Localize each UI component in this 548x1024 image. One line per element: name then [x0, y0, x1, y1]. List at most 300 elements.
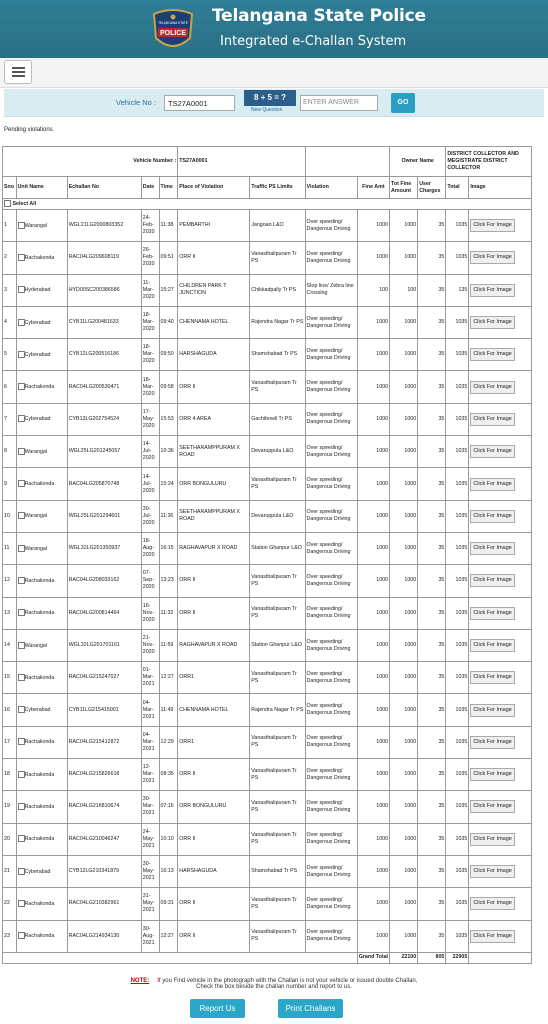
- total-cell: 1035: [446, 920, 469, 952]
- hamburger-icon: [12, 67, 25, 69]
- image-cell: [469, 436, 532, 468]
- echallan-cell: RAC04LG210046247: [67, 823, 141, 855]
- place-cell: HARSHAGUDA: [178, 339, 250, 371]
- date-cell: 18-Mar-2020: [141, 371, 159, 403]
- place-cell: ORR II: [178, 242, 250, 274]
- tot-cell: 100: [390, 274, 418, 306]
- image-cell: [469, 759, 532, 791]
- uc-cell: 35: [418, 726, 446, 758]
- violation-cell: Over speeding/ Dangerous Driving: [305, 500, 357, 532]
- fine-cell: 1000: [357, 791, 389, 823]
- menu-toggle-button[interactable]: [4, 60, 32, 84]
- violation-cell: Over speeding/ Dangerous Driving: [305, 759, 357, 791]
- time-cell: 11:59: [159, 629, 178, 661]
- unit-cell: [16, 791, 67, 823]
- sno-text: 4: [4, 319, 7, 326]
- app-title: Telangana State Police: [212, 6, 426, 26]
- unit-name: Rachakonda: [24, 674, 55, 681]
- click-for-image-button[interactable]: Click For Image: [470, 607, 515, 620]
- uc-cell: 35: [418, 920, 446, 952]
- uc-cell: 35: [418, 371, 446, 403]
- unit-name: Warangal: [24, 448, 48, 455]
- unit-cell: [16, 565, 67, 597]
- click-for-image-button[interactable]: Click For Image: [470, 219, 515, 232]
- sno-text: 13: [4, 609, 10, 616]
- unit-cell: [16, 371, 67, 403]
- sno-text: 3: [4, 286, 7, 293]
- fine-cell: 1000: [357, 468, 389, 500]
- violations-table: [2, 146, 532, 964]
- row-checkbox[interactable]: [18, 642, 25, 649]
- date-cell: 21-Nov-2020: [141, 629, 159, 661]
- unit-cell: [16, 855, 67, 887]
- place-cell: ORR II: [178, 823, 250, 855]
- ps-cell: Chikkadpally Tr PS: [250, 274, 305, 306]
- total-cell: 1035: [446, 726, 469, 758]
- unit-name: Rachakonda: [24, 836, 55, 843]
- table-row: [3, 855, 532, 887]
- echallan-cell: RAC04LG205870748: [67, 468, 141, 500]
- unit-name: Rachakonda: [24, 577, 55, 584]
- column-header: Traffic PS Limits: [250, 177, 305, 199]
- sno-text: 20: [4, 835, 10, 842]
- image-cell: [469, 306, 532, 338]
- print-challans-button[interactable]: Print Challans: [278, 999, 343, 1018]
- time-cell: 11:32: [159, 597, 178, 629]
- unit-cell: [16, 759, 67, 791]
- sno-text: 12: [4, 577, 10, 584]
- time-cell: 13:23: [159, 565, 178, 597]
- column-header: Unit Name: [16, 177, 67, 199]
- echallan-cell: WGL32LG201350937: [67, 532, 141, 564]
- click-for-image-button[interactable]: Click For Image: [470, 930, 515, 943]
- place-cell: ORR BONGULURU: [178, 791, 250, 823]
- pending-violations-label: Pending violations: [4, 127, 53, 133]
- captcha-answer-input[interactable]: ENTER ANSWER: [300, 95, 378, 111]
- fine-cell: 1000: [357, 694, 389, 726]
- tot-cell: 1000: [390, 403, 418, 435]
- select-all-checkbox[interactable]: [4, 200, 11, 207]
- row-checkbox[interactable]: [18, 577, 25, 584]
- sno-cell: [3, 500, 17, 532]
- fine-cell: 1000: [357, 888, 389, 920]
- time-cell: 15:53: [159, 403, 178, 435]
- grand-total-user-charges: 805: [418, 952, 446, 963]
- uc-cell: 35: [418, 662, 446, 694]
- image-cell: [469, 210, 532, 242]
- uc-cell: 35: [418, 274, 446, 306]
- ps-cell: Shamshabad Tr PS: [250, 339, 305, 371]
- date-cell: 04-Mar-2021: [141, 694, 159, 726]
- unit-cell: [16, 242, 67, 274]
- violation-cell: Over speeding/ Dangerous Driving: [305, 694, 357, 726]
- row-checkbox[interactable]: [18, 803, 25, 810]
- row-checkbox[interactable]: [18, 868, 25, 875]
- tot-cell: 1000: [390, 306, 418, 338]
- time-cell: 09:50: [159, 339, 178, 371]
- column-header: Image: [469, 177, 532, 199]
- tot-cell: 1000: [390, 339, 418, 371]
- table-row: [3, 532, 532, 564]
- time-cell: 10:10: [159, 823, 178, 855]
- unit-name: Rachakonda: [24, 254, 55, 261]
- ps-cell: Vanasthalipuram Tr PS: [250, 468, 305, 500]
- ps-cell: Vanasthalipuram Tr PS: [250, 242, 305, 274]
- time-cell: 16:15: [159, 532, 178, 564]
- unit-name: Warangal: [24, 513, 48, 520]
- click-for-image-button[interactable]: Click For Image: [470, 800, 515, 813]
- fine-cell: 1000: [357, 371, 389, 403]
- uc-cell: 35: [418, 791, 446, 823]
- click-for-image-button[interactable]: Click For Image: [470, 833, 515, 846]
- table-row: [3, 629, 532, 661]
- sno-text: 17: [4, 738, 10, 745]
- row-checkbox[interactable]: [18, 545, 25, 552]
- date-cell: 07-Sep-2020: [141, 565, 159, 597]
- sno-cell: [3, 339, 17, 371]
- time-cell: 07:16: [159, 791, 178, 823]
- ps-cell: Vanasthalipuram Tr PS: [250, 371, 305, 403]
- new-question-link[interactable]: New Question: [251, 107, 283, 113]
- date-cell: 11-Mar-2020: [141, 274, 159, 306]
- ps-cell: Rajendra Nagar Tr PS: [250, 694, 305, 726]
- click-for-image-button[interactable]: Click For Image: [470, 284, 515, 297]
- click-for-image-button[interactable]: Click For Image: [470, 897, 515, 910]
- nav-bar: [0, 58, 548, 88]
- table-row: [3, 662, 532, 694]
- column-header: User Charges: [418, 177, 446, 199]
- violation-cell: Over speeding/ Dangerous Driving: [305, 339, 357, 371]
- sno-cell: [3, 629, 17, 661]
- row-checkbox[interactable]: [18, 706, 25, 713]
- click-for-image-button[interactable]: Click For Image: [470, 445, 515, 458]
- click-for-image-button[interactable]: Click For Image: [470, 348, 515, 361]
- uc-cell: 35: [418, 855, 446, 887]
- time-cell: 11:49: [159, 694, 178, 726]
- violation-cell: Over speeding/ Dangerous Driving: [305, 403, 357, 435]
- time-cell: 15:24: [159, 468, 178, 500]
- click-for-image-button[interactable]: Click For Image: [470, 768, 515, 781]
- time-cell: 12:27: [159, 920, 178, 952]
- date-cell: 18-Aug-2020: [141, 532, 159, 564]
- total-cell: 1035: [446, 306, 469, 338]
- click-for-image-button[interactable]: Click For Image: [470, 478, 515, 491]
- fine-cell: 1000: [357, 823, 389, 855]
- echallan-cell: HYD00SC200386586: [67, 274, 141, 306]
- row-checkbox[interactable]: [18, 609, 25, 616]
- unit-name: Rachakonda: [24, 900, 55, 907]
- fine-cell: 1000: [357, 436, 389, 468]
- echallan-cell: RAC04LG215826618: [67, 759, 141, 791]
- tot-cell: 1000: [390, 629, 418, 661]
- fine-cell: 1000: [357, 759, 389, 791]
- date-cell: 30-Jul-2020: [141, 500, 159, 532]
- echallan-cell: WGL32LG201701161: [67, 629, 141, 661]
- unit-cell: [16, 339, 67, 371]
- click-for-image-button[interactable]: Click For Image: [470, 704, 515, 717]
- fine-cell: 1000: [357, 629, 389, 661]
- sno-cell: [3, 694, 17, 726]
- date-cell: 17-May-2020: [141, 403, 159, 435]
- place-cell: ORR 4 AREA: [178, 403, 250, 435]
- unit-cell: [16, 888, 67, 920]
- ps-cell: Vanasthalipuram Tr PS: [250, 565, 305, 597]
- sno-text: 14: [4, 642, 10, 648]
- click-for-image-button[interactable]: Click For Image: [470, 736, 515, 749]
- tot-cell: 1000: [390, 759, 418, 791]
- sno-cell: [3, 823, 17, 855]
- total-cell: 1035: [446, 855, 469, 887]
- date-cell: 12-Mar-2021: [141, 759, 159, 791]
- place-cell: ORR II: [178, 371, 250, 403]
- time-cell: 16:13: [159, 855, 178, 887]
- sno-cell: [3, 403, 17, 435]
- violation-cell: Over speeding/ Dangerous Driving: [305, 306, 357, 338]
- date-cell: 04-Mar-2021: [141, 726, 159, 758]
- date-cell: 26-Feb-2020: [141, 242, 159, 274]
- unit-cell: [16, 500, 67, 532]
- total-cell: 1035: [446, 436, 469, 468]
- total-cell: 1035: [446, 532, 469, 564]
- sno-cell: [3, 920, 17, 952]
- sno-text: 9: [4, 480, 7, 487]
- total-cell: 1035: [446, 597, 469, 629]
- echallan-cell: RAC04LG200530471: [67, 371, 141, 403]
- total-cell: 1035: [446, 791, 469, 823]
- date-cell: 16-Nov-2020: [141, 597, 159, 629]
- fine-cell: 1000: [357, 662, 389, 694]
- row-checkbox[interactable]: [18, 738, 25, 745]
- click-for-image-button[interactable]: Click For Image: [470, 865, 515, 878]
- total-cell: 1035: [446, 662, 469, 694]
- table-row: [3, 403, 532, 435]
- date-cell: 30-Mar-2021: [141, 791, 159, 823]
- sno-text: 6: [4, 383, 7, 390]
- report-us-button[interactable]: Report Us: [190, 999, 245, 1018]
- sno-text: 7: [4, 415, 7, 422]
- sno-cell: [3, 726, 17, 758]
- fine-cell: 100: [357, 274, 389, 306]
- sno-cell: [3, 759, 17, 791]
- violation-cell: Over speeding/ Dangerous Driving: [305, 823, 357, 855]
- violation-cell: Over speeding/ Dangerous Driving: [305, 629, 357, 661]
- uc-cell: 35: [418, 823, 446, 855]
- image-cell: [469, 532, 532, 564]
- logo-top-text: TELANGANA STATE: [158, 21, 188, 25]
- sno-text: 15: [4, 674, 10, 681]
- row-checkbox[interactable]: [18, 512, 25, 519]
- image-cell: [469, 694, 532, 726]
- image-cell: [469, 888, 532, 920]
- row-checkbox[interactable]: [18, 835, 25, 842]
- row-checkbox[interactable]: [18, 351, 25, 358]
- fine-cell: 1000: [357, 403, 389, 435]
- violation-cell: Stop line/ Zebra line Crossing: [305, 274, 357, 306]
- unit-cell: [16, 468, 67, 500]
- violation-cell: Over speeding/ Dangerous Driving: [305, 920, 357, 952]
- row-checkbox[interactable]: [18, 480, 25, 487]
- column-header: Sno: [3, 177, 17, 199]
- echallan-cell: RAC04LG214934130: [67, 920, 141, 952]
- row-checkbox[interactable]: [18, 448, 25, 455]
- sno-text: 5: [4, 351, 7, 358]
- uc-cell: 35: [418, 500, 446, 532]
- echallan-cell: CYB11LG215415001: [67, 694, 141, 726]
- row-checkbox[interactable]: [18, 286, 25, 293]
- uc-cell: 35: [418, 694, 446, 726]
- sno-text: 2: [4, 254, 7, 261]
- total-cell: 1035: [446, 371, 469, 403]
- tot-cell: 1000: [390, 823, 418, 855]
- fine-cell: 1000: [357, 339, 389, 371]
- place-cell: ORR II: [178, 888, 250, 920]
- violation-cell: Over speeding/ Dangerous Driving: [305, 855, 357, 887]
- uc-cell: 35: [418, 210, 446, 242]
- uc-cell: 35: [418, 242, 446, 274]
- unit-cell: [16, 823, 67, 855]
- click-for-image-button[interactable]: Click For Image: [470, 510, 515, 523]
- violation-cell: Over speeding/ Dangerous Driving: [305, 436, 357, 468]
- unit-cell: [16, 274, 67, 306]
- ps-cell: Vanasthalipuram Tr PS: [250, 662, 305, 694]
- unit-cell: [16, 436, 67, 468]
- vehicle-number-label: Vehicle Number :: [3, 147, 178, 177]
- echallan-cell: RAC04LG215247027: [67, 662, 141, 694]
- place-cell: ORR1: [178, 662, 250, 694]
- unit-name: Hyderabad: [24, 287, 51, 294]
- tot-cell: 1000: [390, 888, 418, 920]
- table-row: [3, 274, 532, 306]
- tot-cell: 1000: [390, 565, 418, 597]
- vehicle-search-bar: [4, 89, 544, 117]
- violation-cell: Over speeding/ Dangerous Driving: [305, 565, 357, 597]
- echallan-cell: WGL25LG201245057: [67, 436, 141, 468]
- tot-cell: 1000: [390, 371, 418, 403]
- row-checkbox[interactable]: [18, 254, 25, 261]
- tot-cell: 1000: [390, 726, 418, 758]
- click-for-image-button[interactable]: Click For Image: [470, 251, 515, 264]
- date-cell: 14-Jul-2020: [141, 436, 159, 468]
- vehicle-no-label: Vehicle No :: [116, 98, 157, 107]
- image-cell: [469, 274, 532, 306]
- violation-cell: Over speeding/ Dangerous Driving: [305, 597, 357, 629]
- click-for-image-button[interactable]: Click For Image: [470, 574, 515, 587]
- unit-name: Warangal: [24, 222, 48, 229]
- image-cell: [469, 823, 532, 855]
- go-button[interactable]: GO: [391, 93, 415, 113]
- click-for-image-button[interactable]: Click For Image: [470, 381, 515, 394]
- tot-cell: 1000: [390, 597, 418, 629]
- place-cell: ORR II: [178, 920, 250, 952]
- vehicle-no-input[interactable]: TS27A0001: [164, 95, 235, 111]
- sno-cell: [3, 436, 17, 468]
- image-cell: [469, 468, 532, 500]
- sno-cell: [3, 597, 17, 629]
- date-cell: 24-May-2021: [141, 823, 159, 855]
- row-checkbox[interactable]: [18, 932, 25, 939]
- tot-cell: 1000: [390, 662, 418, 694]
- uc-cell: 35: [418, 306, 446, 338]
- violation-cell: Over speeding/ Dangerous Driving: [305, 888, 357, 920]
- tot-cell: 1000: [390, 532, 418, 564]
- violation-cell: Over speeding/ Dangerous Driving: [305, 242, 357, 274]
- note-label: NOTE:: [130, 978, 150, 984]
- unit-name: Rachakonda: [24, 933, 55, 940]
- image-cell: [469, 791, 532, 823]
- uc-cell: 35: [418, 468, 446, 500]
- row-checkbox[interactable]: [18, 319, 25, 326]
- image-cell: [469, 242, 532, 274]
- table-row: [3, 306, 532, 338]
- ps-cell: Vanasthalipuram Tr PS: [250, 823, 305, 855]
- ps-cell: Gachibowli Tr PS: [250, 403, 305, 435]
- sno-cell: [3, 532, 17, 564]
- uc-cell: 35: [418, 597, 446, 629]
- column-header: Place of Violation: [178, 177, 250, 199]
- unit-cell: [16, 920, 67, 952]
- police-emblem-icon: [150, 8, 196, 52]
- tot-cell: 1000: [390, 855, 418, 887]
- click-for-image-button[interactable]: Click For Image: [470, 316, 515, 329]
- table-row: [3, 371, 532, 403]
- image-cell: [469, 662, 532, 694]
- grand-total-label: Grand Total: [357, 952, 389, 963]
- column-header: Time: [159, 177, 178, 199]
- click-for-image-button[interactable]: Click For Image: [470, 671, 515, 684]
- row-checkbox[interactable]: [18, 415, 25, 422]
- row-checkbox[interactable]: [18, 674, 25, 681]
- image-cell: [469, 371, 532, 403]
- place-cell: SEETHARAMPPURAM X ROAD: [178, 500, 250, 532]
- click-for-image-button[interactable]: Click For Image: [470, 413, 515, 426]
- place-cell: ORR II: [178, 565, 250, 597]
- click-for-image-button[interactable]: Click For Image: [470, 639, 515, 652]
- place-cell: HARSHAGUDA: [178, 855, 250, 887]
- echallan-cell: RAC04LG210382961: [67, 888, 141, 920]
- table-row: [3, 436, 532, 468]
- click-for-image-button[interactable]: Click For Image: [470, 542, 515, 555]
- unit-cell: [16, 532, 67, 564]
- row-checkbox[interactable]: [18, 900, 25, 907]
- sno-cell: [3, 274, 17, 306]
- grand-total-fine: 22100: [390, 952, 418, 963]
- time-cell: 12:27: [159, 662, 178, 694]
- total-cell: 1035: [446, 629, 469, 661]
- row-checkbox[interactable]: [18, 222, 25, 229]
- echallan-cell: CYB13LG202754524: [67, 403, 141, 435]
- ps-cell: Vanasthalipuram Tr PS: [250, 597, 305, 629]
- note-line-1: If you Find vehicle in the photograph with the Challan is not your vehicle or issued double Challan,: [157, 978, 418, 984]
- unit-cell: [16, 694, 67, 726]
- unit-name: Rachakonda: [24, 803, 55, 810]
- place-cell: SEETHARAMPPURAM X ROAD: [178, 436, 250, 468]
- echallan-cell: RAC04LG200814464: [67, 597, 141, 629]
- total-cell: 1035: [446, 210, 469, 242]
- row-checkbox[interactable]: [18, 383, 25, 390]
- place-cell: CHILDREN PARK T JUNCTION: [178, 274, 250, 306]
- unit-name: Rachakonda: [24, 384, 55, 391]
- table-row: [3, 759, 532, 791]
- sno-text: 19: [4, 803, 10, 810]
- place-cell: ORR II: [178, 597, 250, 629]
- row-checkbox[interactable]: [18, 771, 25, 778]
- unit-name: Warangal: [24, 642, 48, 649]
- unit-cell: [16, 597, 67, 629]
- uc-cell: 35: [418, 403, 446, 435]
- time-cell: 11:36: [159, 500, 178, 532]
- violation-cell: Over speeding/ Dangerous Driving: [305, 210, 357, 242]
- image-cell: [469, 855, 532, 887]
